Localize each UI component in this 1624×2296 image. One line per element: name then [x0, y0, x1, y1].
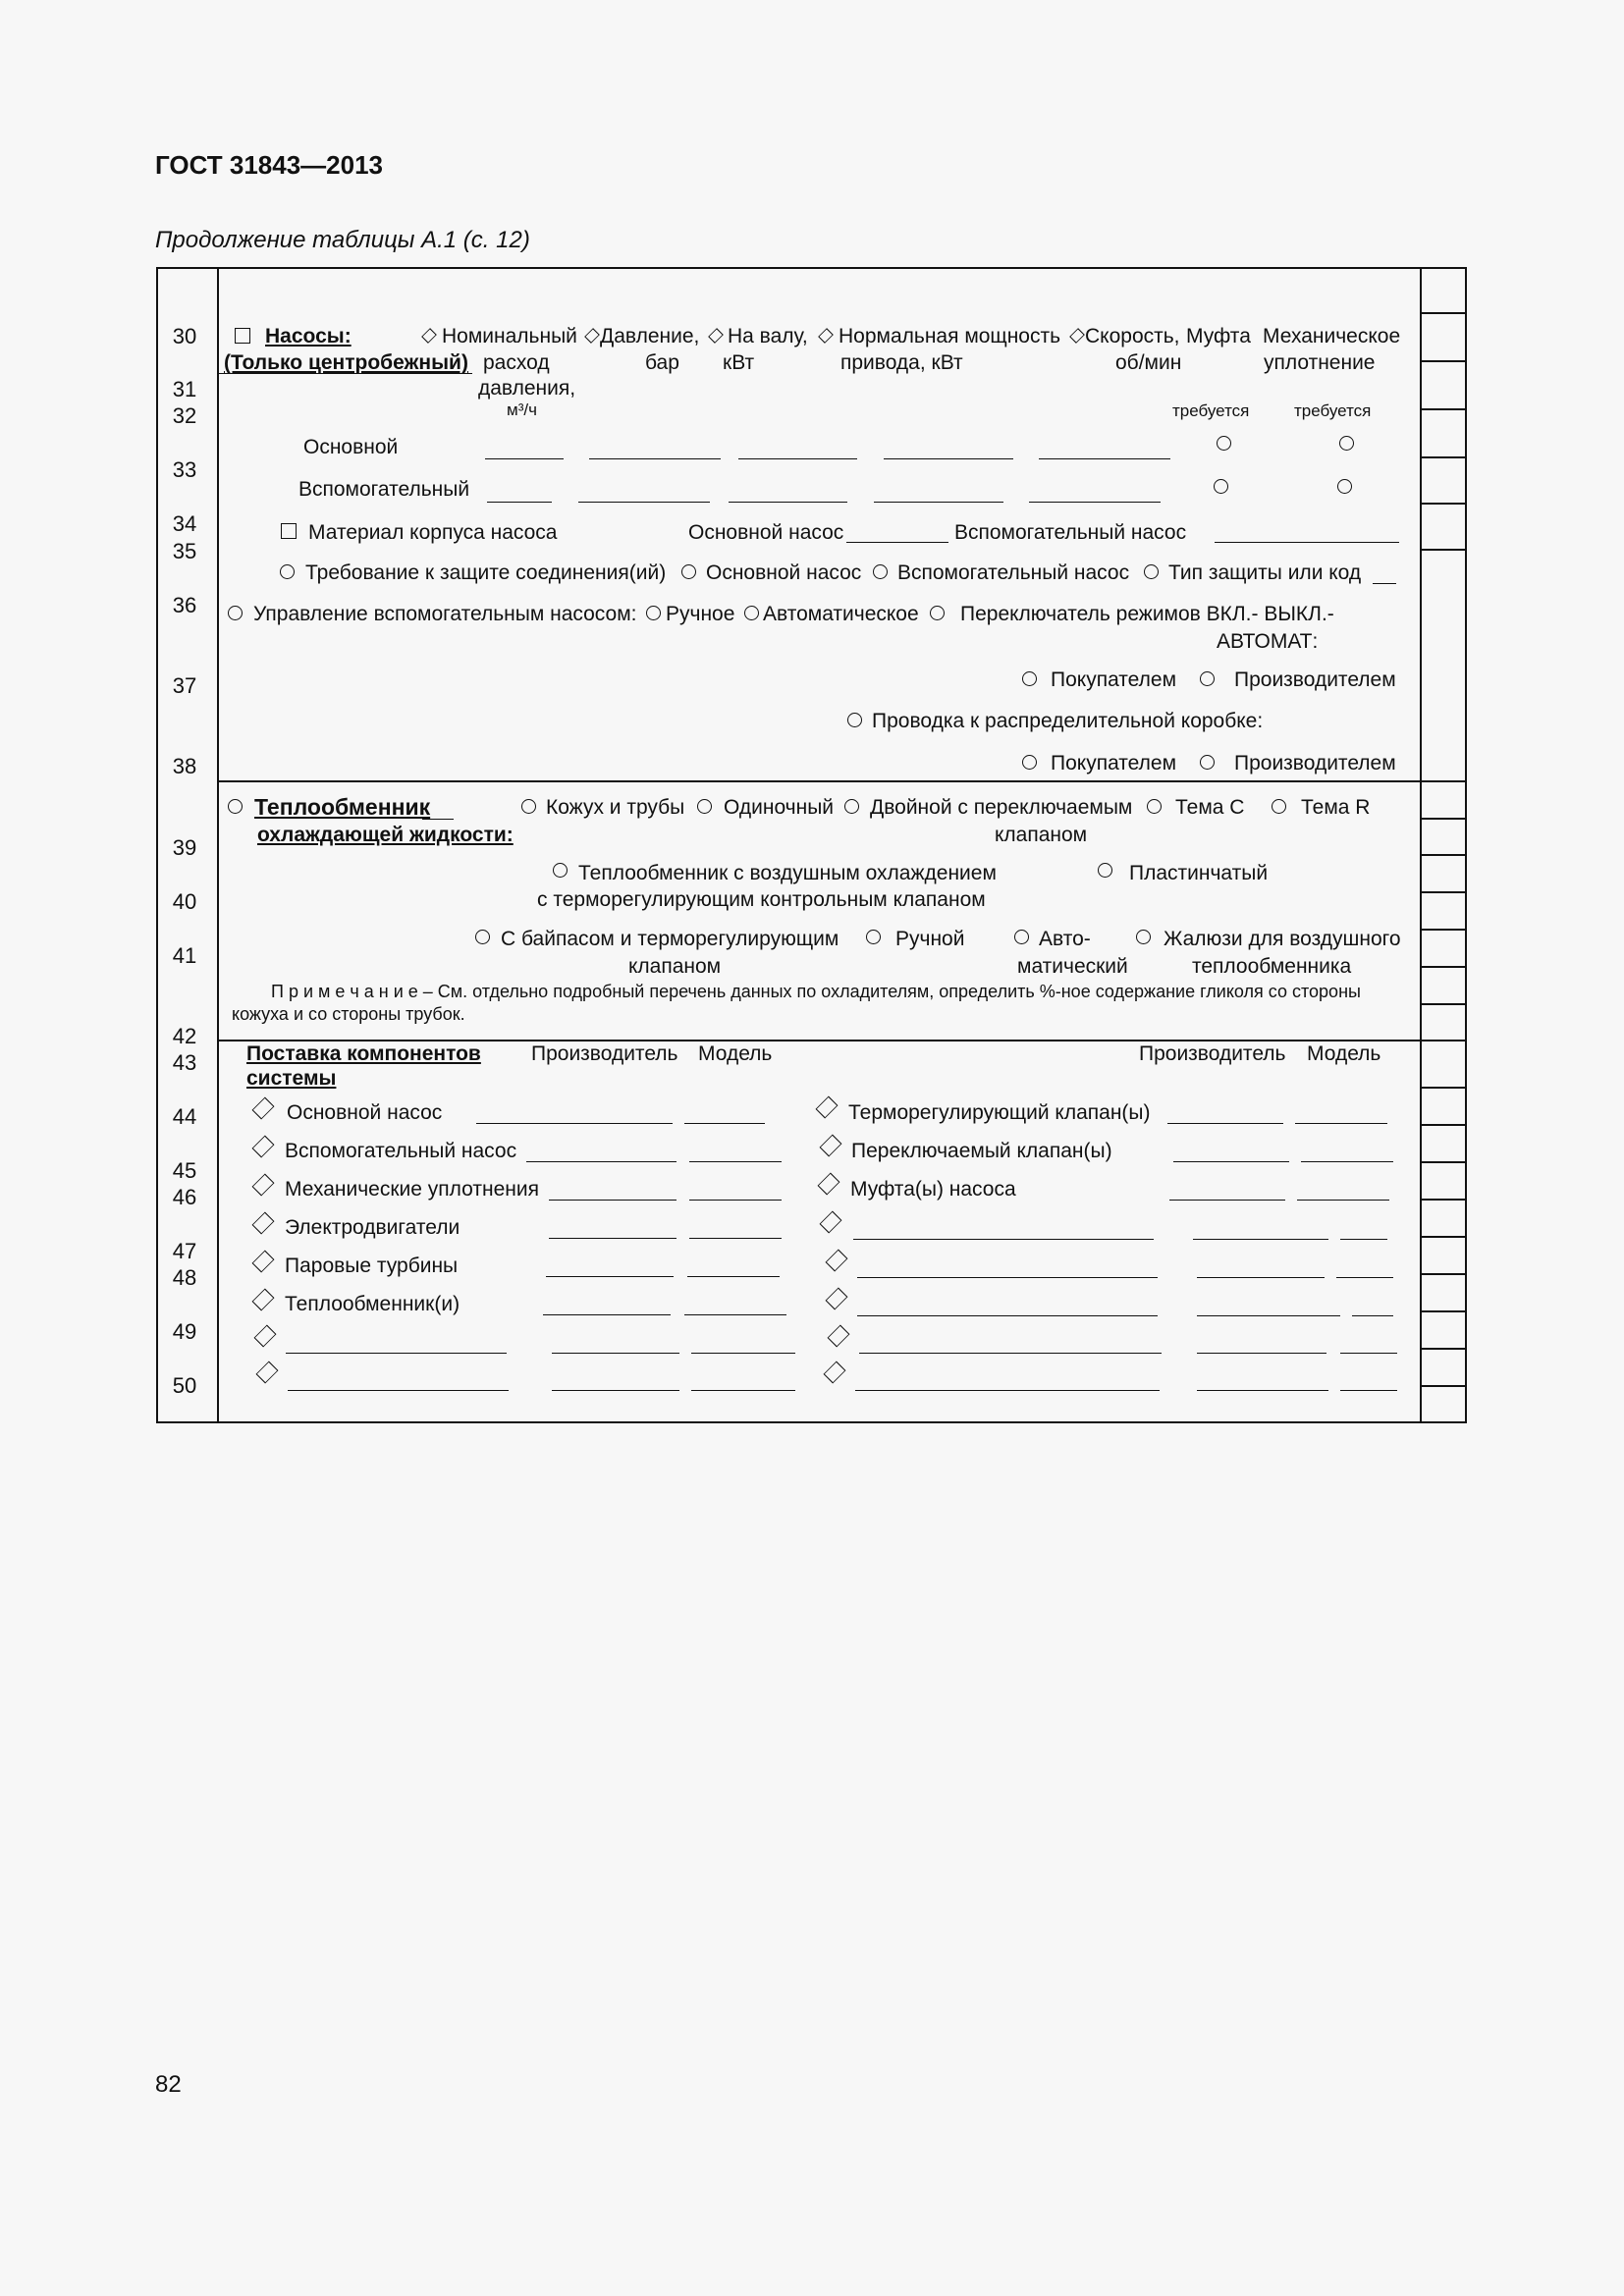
- supply-item: Муфта(ы) насоса: [850, 1178, 1016, 1201]
- field-line[interactable]: [1197, 1390, 1328, 1391]
- document-header: ГОСТ 31843—2013: [155, 150, 383, 180]
- tema-c-label: Тема С: [1175, 796, 1245, 819]
- double-label: Двойной с переключаемым: [870, 796, 1133, 819]
- double-label: клапаном: [995, 824, 1088, 846]
- row-number: 41: [172, 943, 197, 968]
- row-number: 40: [172, 889, 197, 914]
- field-line[interactable]: [857, 1315, 1158, 1316]
- field-line[interactable]: [1352, 1315, 1393, 1316]
- manufacturer-label: Производителем: [1234, 752, 1396, 774]
- radio-shell-tube[interactable]: [521, 799, 536, 814]
- radio-double[interactable]: [844, 799, 859, 814]
- supply-item: Паровые турбины: [285, 1255, 459, 1277]
- pumps-subtitle: (Только центробежный): [224, 351, 468, 374]
- field-line[interactable]: [689, 1238, 782, 1239]
- field-line[interactable]: [884, 458, 1013, 459]
- radio-aux-control[interactable]: [228, 606, 243, 620]
- model-col-right: Модель: [1307, 1042, 1381, 1065]
- table-divider-left: [217, 267, 219, 1423]
- pumps-title: Насосы:: [265, 325, 352, 347]
- radio-joint-protection[interactable]: [280, 564, 295, 579]
- page-number: 82: [155, 2071, 182, 2098]
- field-line[interactable]: [855, 1390, 1160, 1391]
- joint-protection-label: Требование к защите соединения(ий): [305, 561, 667, 584]
- col-nominal-label: Номинальный: [442, 325, 577, 347]
- field-line[interactable]: [1215, 542, 1399, 543]
- field-line[interactable]: [1167, 1123, 1283, 1124]
- field-line[interactable]: [1301, 1161, 1393, 1162]
- field-line[interactable]: [286, 1353, 507, 1354]
- manual-valve-label: Ручной: [895, 928, 965, 950]
- radio-seal-aux[interactable]: [1337, 479, 1352, 494]
- bypass-label: С байпасом и терморегулирующим: [501, 928, 839, 950]
- row-number: 49: [172, 1319, 197, 1344]
- manual-label: Ручное: [666, 603, 735, 625]
- mode-switch-label: АВТОМАТ:: [1217, 630, 1319, 653]
- radio-manufacturer[interactable]: [1200, 671, 1215, 686]
- radio-manual[interactable]: [646, 606, 661, 620]
- row-number: 30: [172, 324, 197, 348]
- radio-heat-exchanger[interactable]: [228, 799, 243, 814]
- col-shaft-label: кВт: [723, 351, 755, 374]
- field-line[interactable]: [859, 1353, 1162, 1354]
- field-line[interactable]: [487, 502, 552, 503]
- field-line[interactable]: [846, 542, 948, 543]
- air-cooled-label: Теплообменник с воздушным охлаждением: [578, 862, 997, 884]
- radio-automatic[interactable]: [744, 606, 759, 620]
- field-line[interactable]: [1193, 1239, 1328, 1240]
- field-line[interactable]: [689, 1161, 782, 1162]
- aux-pump-label: Вспомогательный насос: [954, 521, 1187, 544]
- required-label: требуется: [1172, 401, 1250, 420]
- radio-seal-main[interactable]: [1339, 436, 1354, 451]
- row-number: 46: [172, 1185, 197, 1209]
- table-caption: Продолжение таблицы А.1 (с. 12): [155, 227, 530, 253]
- col-nominal-label: давления,: [478, 377, 576, 400]
- row-number: 38: [172, 754, 197, 778]
- row-number: 47: [172, 1239, 197, 1263]
- mode-switch-label: Переключатель режимов ВКЛ.- ВЫКЛ.-: [960, 603, 1334, 625]
- row-number: 39: [172, 835, 197, 860]
- field-line[interactable]: [1373, 583, 1396, 584]
- title-underline: [422, 819, 454, 820]
- radio-tema-c[interactable]: [1147, 799, 1162, 814]
- field-line[interactable]: [1295, 1123, 1387, 1124]
- field-line[interactable]: [578, 502, 710, 503]
- row-number: 35: [172, 539, 197, 563]
- field-line[interactable]: [1297, 1200, 1389, 1201]
- field-line[interactable]: [288, 1390, 509, 1391]
- section-separator: [217, 780, 1420, 782]
- field-line[interactable]: [546, 1276, 674, 1277]
- supply-title: системы: [246, 1067, 337, 1090]
- field-line[interactable]: [853, 1239, 1154, 1240]
- field-line[interactable]: [729, 502, 847, 503]
- supply-item: Электродвигатели: [285, 1216, 460, 1239]
- supply-item: Механические уплотнения: [285, 1178, 539, 1201]
- field-line[interactable]: [687, 1276, 780, 1277]
- field-line[interactable]: [1340, 1390, 1397, 1391]
- radio-air-cooled[interactable]: [553, 863, 568, 878]
- manufacturer-col-left: Производитель: [531, 1042, 678, 1065]
- pump-aux-label: Вспомогательный: [298, 478, 470, 501]
- field-line[interactable]: [549, 1238, 677, 1239]
- bypass-label: клапаном: [628, 955, 722, 978]
- field-line[interactable]: [1340, 1239, 1387, 1240]
- row-number: 36: [172, 593, 197, 617]
- supply-item: Терморегулирующий клапан(ы): [848, 1101, 1151, 1124]
- field-line[interactable]: [684, 1314, 786, 1315]
- col-shaft-label: На валу,: [728, 325, 808, 347]
- field-line[interactable]: [543, 1314, 671, 1315]
- row-number: 48: [172, 1265, 197, 1290]
- col-speed-label: об/мин: [1115, 351, 1182, 374]
- radio-tema-r[interactable]: [1272, 799, 1286, 814]
- field-line[interactable]: [691, 1353, 795, 1354]
- radio-manufacturer[interactable]: [1200, 755, 1215, 770]
- field-line[interactable]: [738, 458, 857, 459]
- col-seal-label: уплотнение: [1264, 351, 1376, 374]
- heat-note: П р и м е ч а н и е – См. отдельно подробный перечень данных по охладителям, определить %-ное содержание гликоля со стороны: [271, 982, 1361, 1001]
- table-divider-right: [1420, 267, 1422, 1423]
- row-number: 43: [172, 1050, 197, 1075]
- radio-protect-aux[interactable]: [873, 564, 888, 579]
- col-pressure-label: Давление,: [600, 325, 700, 347]
- field-line[interactable]: [857, 1277, 1158, 1278]
- louvers-label: Жалюзи для воздушного: [1164, 928, 1401, 950]
- heat-title: Теплообменник: [254, 794, 431, 820]
- field-line[interactable]: [485, 458, 564, 459]
- radio-coupling-aux[interactable]: [1214, 479, 1228, 494]
- field-line[interactable]: [1173, 1161, 1289, 1162]
- row-number: 31: [172, 377, 197, 401]
- radio-wiring[interactable]: [847, 713, 862, 727]
- field-line[interactable]: [874, 502, 1003, 503]
- supply-item: Основной насос: [287, 1101, 443, 1124]
- protect-main-label: Основной насос: [706, 561, 862, 584]
- field-line[interactable]: [1197, 1277, 1325, 1278]
- auto-valve-label: Авто-: [1039, 928, 1091, 950]
- col-power-label: Нормальная мощность: [839, 325, 1061, 347]
- buyer-label: Покупателем: [1051, 668, 1177, 691]
- field-line[interactable]: [1029, 502, 1161, 503]
- field-line[interactable]: [549, 1200, 677, 1201]
- radio-bypass[interactable]: [475, 930, 490, 944]
- col-coupling-label: Муфта: [1186, 325, 1251, 347]
- field-line[interactable]: [1169, 1200, 1285, 1201]
- field-line[interactable]: [526, 1161, 677, 1162]
- field-line[interactable]: [1340, 1353, 1397, 1354]
- single-label: Одиночный: [724, 796, 835, 819]
- automatic-label: Автоматическое: [763, 603, 919, 625]
- field-line[interactable]: [1197, 1315, 1340, 1316]
- field-line[interactable]: [684, 1123, 765, 1124]
- row-number: 37: [172, 673, 197, 698]
- row-number: 42: [172, 1024, 197, 1048]
- col-nominal-unit: м³/ч: [507, 400, 537, 419]
- air-cooled-label: с терморегулирующим контрольным клапаном: [537, 888, 986, 911]
- row-number: 50: [172, 1373, 197, 1398]
- col-seal-label: Механическое: [1263, 325, 1401, 347]
- protection-type-label: Тип защиты или код: [1168, 561, 1362, 584]
- radio-louvers[interactable]: [1136, 930, 1151, 944]
- field-line[interactable]: [589, 458, 721, 459]
- heat-note: кожуха и со стороны трубок.: [232, 1004, 465, 1024]
- radio-protect-main[interactable]: [681, 564, 696, 579]
- radio-mode-switch[interactable]: [930, 606, 945, 620]
- radio-single[interactable]: [697, 799, 712, 814]
- manufacturer-col-right: Производитель: [1139, 1042, 1286, 1065]
- shell-tube-label: Кожух и трубы: [546, 796, 685, 819]
- manufacturer-label: Производителем: [1234, 668, 1396, 691]
- tema-r-label: Тема R: [1301, 796, 1371, 819]
- model-col-left: Модель: [698, 1042, 773, 1065]
- row-number: 33: [172, 457, 197, 482]
- plate-label: Пластинчатый: [1129, 862, 1269, 884]
- aux-control-label: Управление вспомогательным насосом:: [253, 603, 637, 625]
- louvers-label: теплообменника: [1192, 955, 1352, 978]
- radio-manual-valve[interactable]: [866, 930, 881, 944]
- field-line[interactable]: [691, 1390, 795, 1391]
- field-line[interactable]: [1336, 1277, 1393, 1278]
- required-label: требуется: [1294, 401, 1372, 420]
- field-line[interactable]: [552, 1353, 679, 1354]
- row-number: 44: [172, 1104, 197, 1129]
- radio-buyer[interactable]: [1022, 755, 1037, 770]
- field-line[interactable]: [476, 1123, 673, 1124]
- supply-item: Вспомогательный насос: [285, 1140, 517, 1162]
- protect-aux-label: Вспомогательный насос: [897, 561, 1130, 584]
- col-nominal-label: расход: [483, 351, 550, 374]
- radio-protection-type[interactable]: [1144, 564, 1159, 579]
- col-speed-label: Скорость,: [1085, 325, 1180, 347]
- wiring-label: Проводка к распределительной коробке:: [872, 710, 1264, 732]
- col-pressure-label: бар: [645, 351, 679, 374]
- field-line[interactable]: [1197, 1353, 1326, 1354]
- supply-item: Теплообменник(и): [285, 1293, 460, 1315]
- supply-item: Переключаемый клапан(ы): [851, 1140, 1112, 1162]
- pump-main-label: Основной: [303, 436, 399, 458]
- row-number: 34: [172, 511, 197, 536]
- radio-coupling-main[interactable]: [1217, 436, 1231, 451]
- auto-valve-label: матический: [1017, 955, 1128, 978]
- heat-title: охлаждающей жидкости:: [257, 824, 514, 846]
- row-number: 32: [172, 403, 197, 428]
- checkbox-pumps[interactable]: [235, 328, 250, 344]
- main-pump-label: Основной насос: [688, 521, 844, 544]
- field-line[interactable]: [552, 1390, 679, 1391]
- checkbox-housing-material[interactable]: [281, 523, 297, 539]
- radio-buyer[interactable]: [1022, 671, 1037, 686]
- housing-material-label: Материал корпуса насоса: [308, 521, 558, 544]
- col-power-label: привода, кВт: [840, 351, 963, 374]
- row-number: 45: [172, 1158, 197, 1183]
- supply-title: Поставка компонентов: [246, 1042, 481, 1065]
- radio-auto-valve[interactable]: [1014, 930, 1029, 944]
- buyer-label: Покупателем: [1051, 752, 1177, 774]
- field-line[interactable]: [689, 1200, 782, 1201]
- field-line[interactable]: [1039, 458, 1170, 459]
- radio-plate[interactable]: [1098, 863, 1112, 878]
